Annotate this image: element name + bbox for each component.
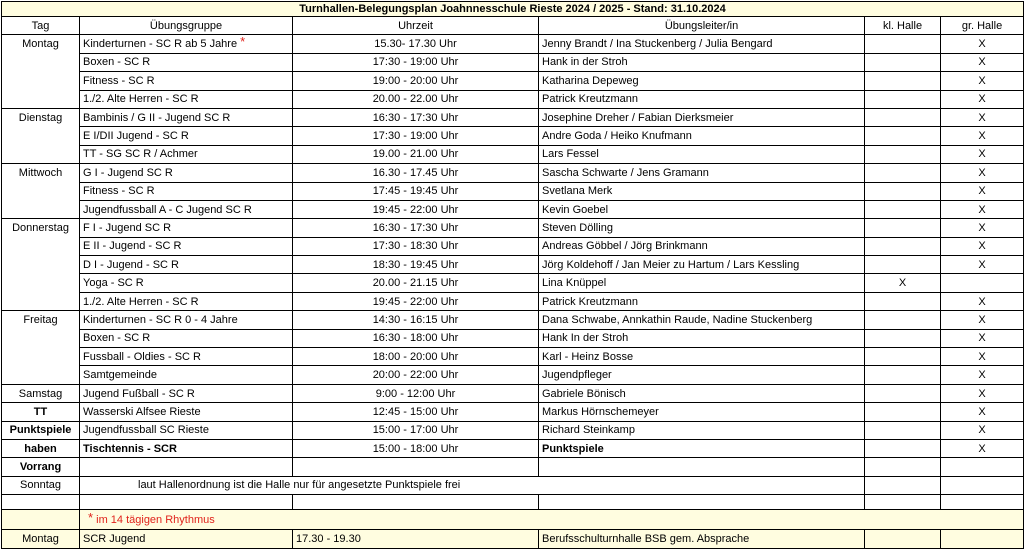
day-cell [2,366,80,384]
time-cell: 9:00 - 12:00 Uhr [293,384,539,402]
empty-cell [539,495,865,510]
leader-cell: Patrick Kreutzmann [539,292,865,310]
spacer-row [2,495,1024,510]
leader-cell: Andre Goda / Heiko Knufmann [539,127,865,145]
header-gr-halle: gr. Halle [941,17,1024,35]
gr-halle-cell [941,274,1024,292]
leader-cell: Punktspiele [539,439,865,457]
table-row [2,182,1024,200]
time-cell: 16:30 - 17:30 Uhr [293,219,539,237]
leader-cell: Andreas Göbbel / Jörg Brinkmann [539,237,865,255]
day-cell [2,292,80,310]
kl-halle-cell [865,384,941,402]
day-cell [2,127,80,145]
group-text: Jugendfussball SC Rieste [83,424,209,437]
kl-halle-cell [865,439,941,457]
page-title: Turnhallen-Belegungsplan Joahnnesschule Rieste 2024 / 2025 - Stand: 31.10.2024 [2,2,1024,17]
table-row [2,421,1024,439]
time-cell: 17:30 - 19:00 Uhr [293,127,539,145]
table-row [2,219,1024,237]
group-text: Wasserski Alfsee Rieste [83,405,201,418]
gr-halle-cell: X [941,35,1024,53]
group-text: Jugend Fußball - SC R [83,387,195,400]
kl-halle-cell: X [865,274,941,292]
gr-halle-cell: X [941,256,1024,274]
time-cell: 17:45 - 19:45 Uhr [293,182,539,200]
day-cell: Punktspiele [2,421,80,439]
sonntag-day-cell: Sonntag [2,476,80,494]
gr-halle-cell: X [941,53,1024,71]
table-row [2,403,1024,421]
bottom-day-cell: Montag [2,530,80,549]
group-text: E II - Jugend - SC R [83,240,182,253]
time-cell: 15.30- 17.30 Uhr [293,35,539,53]
group-text: D I - Jugend - SC R [83,258,179,271]
header-row [2,17,1024,35]
group-cell [80,311,293,329]
group-cell [80,439,293,457]
time-cell: 19:45 - 22:00 Uhr [293,292,539,310]
day-cell: Samstag [2,384,80,402]
bottom-group-cell: SCR Jugend [80,530,293,549]
leader-cell: Hank In der Stroh [539,329,865,347]
time-cell: 17:30 - 18:30 Uhr [293,237,539,255]
bottom-place-cell: Berufsschulturnhalle BSB gem. Absprache [539,530,865,549]
group-cell [80,366,293,384]
gr-halle-cell: X [941,329,1024,347]
time-cell: 19:45 - 22:00 Uhr [293,200,539,218]
leader-cell: Hank in der Stroh [539,53,865,71]
group-cell [80,90,293,108]
table-row [2,72,1024,90]
gr-halle-cell: X [941,72,1024,90]
day-cell [2,237,80,255]
gr-halle-cell: X [941,182,1024,200]
kl-halle-cell [865,256,941,274]
sonntag-row [2,476,1024,494]
table-row [2,292,1024,310]
kl-halle-cell [865,200,941,218]
group-text: E I/DII Jugend - SC R [83,130,189,143]
day-cell: haben [2,439,80,457]
kl-halle-cell [865,164,941,182]
group-cell [80,403,293,421]
group-cell [80,145,293,163]
time-cell: 16.30 - 17.45 Uhr [293,164,539,182]
day-cell [2,182,80,200]
leader-cell: Patrick Kreutzmann [539,90,865,108]
group-cell [80,384,293,402]
kl-halle-cell [865,53,941,71]
empty-cell [293,458,539,476]
day-cell: Freitag [2,311,80,329]
group-text: Boxen - SC R [83,56,151,69]
empty-cell [2,510,80,530]
group-cell [80,348,293,366]
group-text: Kinderturnen - SC R 0 - 4 Jahre [83,313,238,326]
table-row [2,108,1024,126]
table-row [2,274,1024,292]
leader-cell: Kevin Goebel [539,200,865,218]
group-cell [80,35,293,53]
kl-halle-cell [865,237,941,255]
kl-halle-cell [865,219,941,237]
group-text: TT - SG SC R / Achmer [83,148,198,161]
leader-cell: Lina Knüppel [539,274,865,292]
group-cell [80,256,293,274]
group-cell [80,200,293,218]
group-text: Yoga - SC R [83,277,144,290]
leader-cell: Karl - Heinz Bosse [539,348,865,366]
gr-halle-cell: X [941,348,1024,366]
group-cell [80,72,293,90]
kl-halle-cell [865,90,941,108]
empty-cell [865,476,941,494]
group-text: Boxen - SC R [83,332,151,345]
day-cell: Montag [2,35,80,53]
note-asterisk: * [88,509,94,525]
time-cell: 18:00 - 20:00 Uhr [293,348,539,366]
group-cell [80,219,293,237]
leader-cell: Jenny Brandt / Ina Stuckenberg / Julia Bengard [539,35,865,53]
time-cell: 18:30 - 19:45 Uhr [293,256,539,274]
empty-cell [941,530,1024,549]
kl-halle-cell [865,403,941,421]
table-row [2,439,1024,457]
day-cell [2,348,80,366]
day-cell: Mittwoch [2,164,80,182]
empty-cell [941,495,1024,510]
group-cell [80,182,293,200]
day-cell [2,72,80,90]
kl-halle-cell [865,348,941,366]
note-row [2,510,1024,530]
time-cell: 20:00 - 22:00 Uhr [293,366,539,384]
header-gruppe: Übungsgruppe [80,17,293,35]
time-cell: 14:30 - 16:15 Uhr [293,311,539,329]
time-cell: 19.00 - 21.00 Uhr [293,145,539,163]
day-cell [2,53,80,71]
day-cell [2,274,80,292]
table-row [2,145,1024,163]
empty-cell [865,458,941,476]
group-text: F I - Jugend SC R [83,221,172,234]
time-cell: 20.00 - 21.15 Uhr [293,274,539,292]
gr-halle-cell: X [941,164,1024,182]
gr-halle-cell: X [941,403,1024,421]
table-row [2,311,1024,329]
leader-cell: Josephine Dreher / Fabian Dierksmeier [539,108,865,126]
group-text: Kinderturnen - SC R ab 5 Jahre [83,38,238,51]
day-cell [2,329,80,347]
title-row [2,2,1024,17]
leader-cell: Richard Steinkamp [539,421,865,439]
kl-halle-cell [865,182,941,200]
empty-cell [2,495,80,510]
kl-halle-cell [865,35,941,53]
time-cell: 17:30 - 19:00 Uhr [293,53,539,71]
gr-halle-cell: X [941,90,1024,108]
gr-halle-cell: X [941,311,1024,329]
vorrang-row [2,458,1024,476]
gr-halle-cell: X [941,384,1024,402]
group-text: Fussball - Oldies - SC R [83,350,201,363]
kl-halle-cell [865,366,941,384]
kl-halle-cell [865,108,941,126]
gr-halle-cell: X [941,237,1024,255]
day-cell: TT [2,403,80,421]
empty-cell [80,458,293,476]
group-cell [80,53,293,71]
kl-halle-cell [865,127,941,145]
group-text: Tischtennis - SCR [83,442,177,455]
gr-halle-cell: X [941,439,1024,457]
group-text: 1./2. Alte Herren - SC R [83,93,199,106]
table-row [2,329,1024,347]
leader-cell: Svetlana Merk [539,182,865,200]
schedule-table [1,1,1024,549]
day-cell: Dienstag [2,108,80,126]
gr-halle-cell: X [941,127,1024,145]
leader-cell: Steven Dölling [539,219,865,237]
empty-cell [539,458,865,476]
gr-halle-cell: X [941,292,1024,310]
empty-cell [941,476,1024,494]
leader-cell: Dana Schwabe, Annkathin Raude, Nadine Stuckenberg [539,311,865,329]
time-cell: 12:45 - 15:00 Uhr [293,403,539,421]
time-cell: 16:30 - 18:00 Uhr [293,329,539,347]
rhythm-asterisk: * [240,34,246,50]
rhythm-note [80,510,1024,530]
table-row [2,53,1024,71]
group-cell [80,108,293,126]
table-row [2,127,1024,145]
gr-halle-cell: X [941,366,1024,384]
group-cell [80,421,293,439]
empty-cell [293,495,539,510]
group-cell [80,237,293,255]
gr-halle-cell: X [941,219,1024,237]
day-cell [2,256,80,274]
bottom-time-cell: 17.30 - 19.30 [293,530,539,549]
day-cell: Donnerstag [2,219,80,237]
group-text: Jugendfussball A - C Jugend SC R [83,203,252,216]
time-cell: 16:30 - 17:30 Uhr [293,108,539,126]
leader-cell: Lars Fessel [539,145,865,163]
group-cell [80,292,293,310]
external-hall-row [2,530,1024,549]
time-cell: 15:00 - 17:00 Uhr [293,421,539,439]
kl-halle-cell [865,72,941,90]
group-text: Bambinis / G II - Jugend SC R [83,111,231,124]
gr-halle-cell: X [941,108,1024,126]
day-cell [2,90,80,108]
header-leiter: Übungsleiter/in [539,17,865,35]
header-tag: Tag [2,17,80,35]
table-row [2,366,1024,384]
group-text: Fitness - SC R [83,74,155,87]
group-cell [80,274,293,292]
kl-halle-cell [865,421,941,439]
note-text: im 14 tägigen Rhythmus [96,513,215,526]
vorrang-cell: Vorrang [2,458,80,476]
gr-halle-cell: X [941,200,1024,218]
table-row [2,348,1024,366]
empty-cell [80,495,293,510]
group-text: Samtgemeinde [83,369,157,382]
table-row [2,237,1024,255]
leader-cell: Katharina Depeweg [539,72,865,90]
kl-halle-cell [865,329,941,347]
gr-halle-cell: X [941,145,1024,163]
kl-halle-cell [865,292,941,310]
empty-cell [865,530,941,549]
table-row [2,35,1024,53]
kl-halle-cell [865,145,941,163]
group-text: Fitness - SC R [83,185,155,198]
group-cell [80,329,293,347]
kl-halle-cell [865,311,941,329]
leader-cell: Gabriele Bönisch [539,384,865,402]
table-row [2,256,1024,274]
leader-cell: Jugendpfleger [539,366,865,384]
empty-cell [941,458,1024,476]
table-row [2,384,1024,402]
group-text: 1./2. Alte Herren - SC R [83,295,199,308]
day-cell [2,145,80,163]
header-kl-halle: kl. Halle [865,17,941,35]
group-cell [80,127,293,145]
leader-cell: Markus Hörnschemeyer [539,403,865,421]
group-text: G I - Jugend SC R [83,166,173,179]
table-row [2,164,1024,182]
time-cell: 15:00 - 18:00 Uhr [293,439,539,457]
gr-halle-cell: X [941,421,1024,439]
empty-cell [865,495,941,510]
header-uhrzeit: Uhrzeit [293,17,539,35]
leader-cell: Jörg Koldehoff / Jan Meier zu Hartum / Lars Kessling [539,256,865,274]
time-cell: 20.00 - 22.00 Uhr [293,90,539,108]
group-cell [80,164,293,182]
table-row [2,200,1024,218]
time-cell: 19:00 - 20:00 Uhr [293,72,539,90]
sonntag-text-cell: laut Hallenordnung ist die Halle nur für angesetzte Punktspiele frei [80,476,865,494]
leader-cell: Sascha Schwarte / Jens Gramann [539,164,865,182]
table-row [2,90,1024,108]
day-cell [2,200,80,218]
